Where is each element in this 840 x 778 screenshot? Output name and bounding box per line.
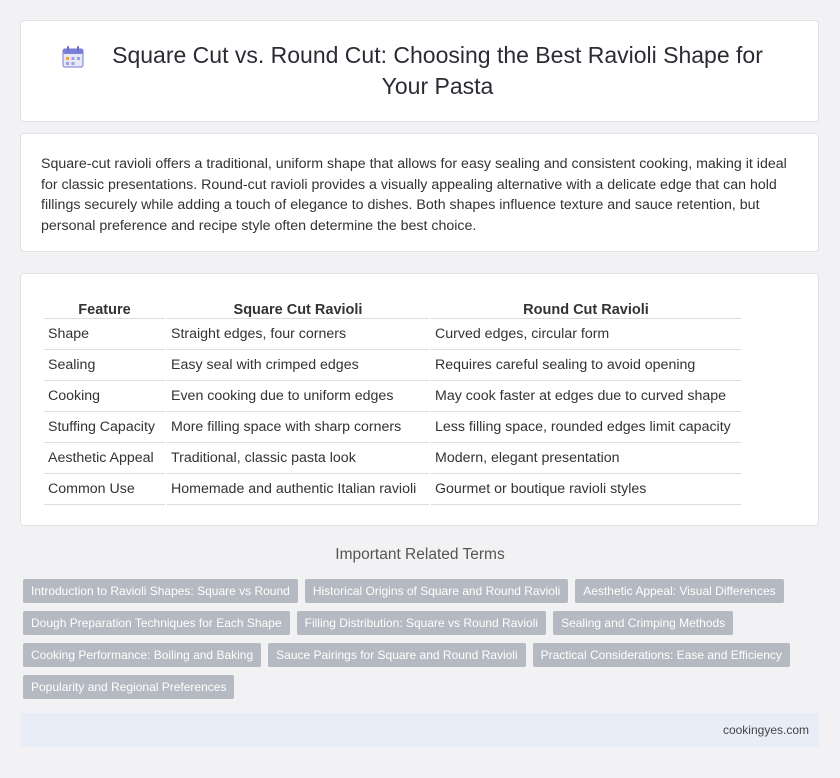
table-cell-round: Curved edges, circular form [431, 319, 741, 350]
related-term-tag[interactable]: Aesthetic Appeal: Visual Differences [575, 579, 783, 603]
table-cell-feature: Stuffing Capacity [44, 412, 165, 443]
title-card [20, 20, 819, 122]
calendar-icon [60, 44, 86, 70]
related-term-tag[interactable]: Sealing and Crimping Methods [553, 611, 733, 635]
related-term-tag[interactable]: Dough Preparation Techniques for Each Shape [23, 611, 290, 635]
table-cell-feature: Aesthetic Appeal [44, 443, 165, 474]
table-row [44, 474, 741, 505]
table-cell-round: Less filling space, rounded edges limit capacity [431, 412, 741, 443]
related-term-tag[interactable]: Practical Considerations: Ease and Efficiency [533, 643, 790, 667]
table-cell-feature: Sealing [44, 350, 165, 381]
table-cell-round: Gourmet or boutique ravioli styles [431, 474, 741, 505]
table-row [44, 319, 741, 350]
page-title: Square Cut vs. Round Cut: Choosing the Best Ravioli Shape for Your Pasta [112, 42, 763, 99]
table-cell-square: Easy seal with crimped edges [167, 350, 429, 381]
table-row [44, 443, 741, 474]
comparison-table [42, 296, 743, 505]
column-header-square: Square Cut Ravioli [167, 296, 429, 319]
table-cell-square: More filling space with sharp corners [167, 412, 429, 443]
table-cell-round: Modern, elegant presentation [431, 443, 741, 474]
column-header-round: Round Cut Ravioli [431, 296, 741, 319]
table-row [44, 350, 741, 381]
table-row [44, 381, 741, 412]
column-header-feature: Feature [44, 296, 165, 319]
table-cell-round: Requires careful sealing to avoid opening [431, 350, 741, 381]
related-term-tag[interactable]: Filling Distribution: Square vs Round Ravioli [297, 611, 546, 635]
related-term-tag[interactable]: Cooking Performance: Boiling and Baking [23, 643, 261, 667]
table-cell-feature: Cooking [44, 381, 165, 412]
table-cell-feature: Common Use [44, 474, 165, 505]
intro-paragraph: Square-cut ravioli offers a traditional, uniform shape that allows for easy sealing and consistent cooking, making it ideal for classic presentations. Round-cut ravioli provides a visually appealing alternative with a delicate edge that can hold fillings securely while adding a touch of elegance to dishes. Both shapes influence texture and sauce retention, but personal preference and recipe style often determine the best choice. [41, 156, 787, 234]
title-wrap [60, 40, 780, 102]
related-term-tag[interactable]: Introduction to Ravioli Shapes: Square vs Round [23, 579, 298, 603]
table-cell-square: Traditional, classic pasta look [167, 443, 429, 474]
table-cell-square: Straight edges, four corners [167, 319, 429, 350]
footer-site-name[interactable]: cookingyes.com [722, 723, 809, 737]
table-row [44, 412, 741, 443]
table-header-row [44, 296, 741, 319]
related-terms-heading: Important Related Terms [335, 546, 505, 563]
related-term-tag[interactable]: Sauce Pairings for Square and Round Ravioli [268, 643, 525, 667]
related-terms-list [23, 579, 813, 699]
table-cell-feature: Shape [44, 319, 165, 350]
table-cell-square: Even cooking due to uniform edges [167, 381, 429, 412]
related-term-tag[interactable]: Historical Origins of Square and Round Ravioli [305, 579, 568, 603]
comparison-card [20, 273, 819, 526]
table-cell-square: Homemade and authentic Italian ravioli [167, 474, 429, 505]
table-cell-round: May cook faster at edges due to curved shape [431, 381, 741, 412]
related-term-tag[interactable]: Popularity and Regional Preferences [23, 675, 234, 699]
intro-card [20, 133, 819, 252]
footer [20, 713, 819, 747]
